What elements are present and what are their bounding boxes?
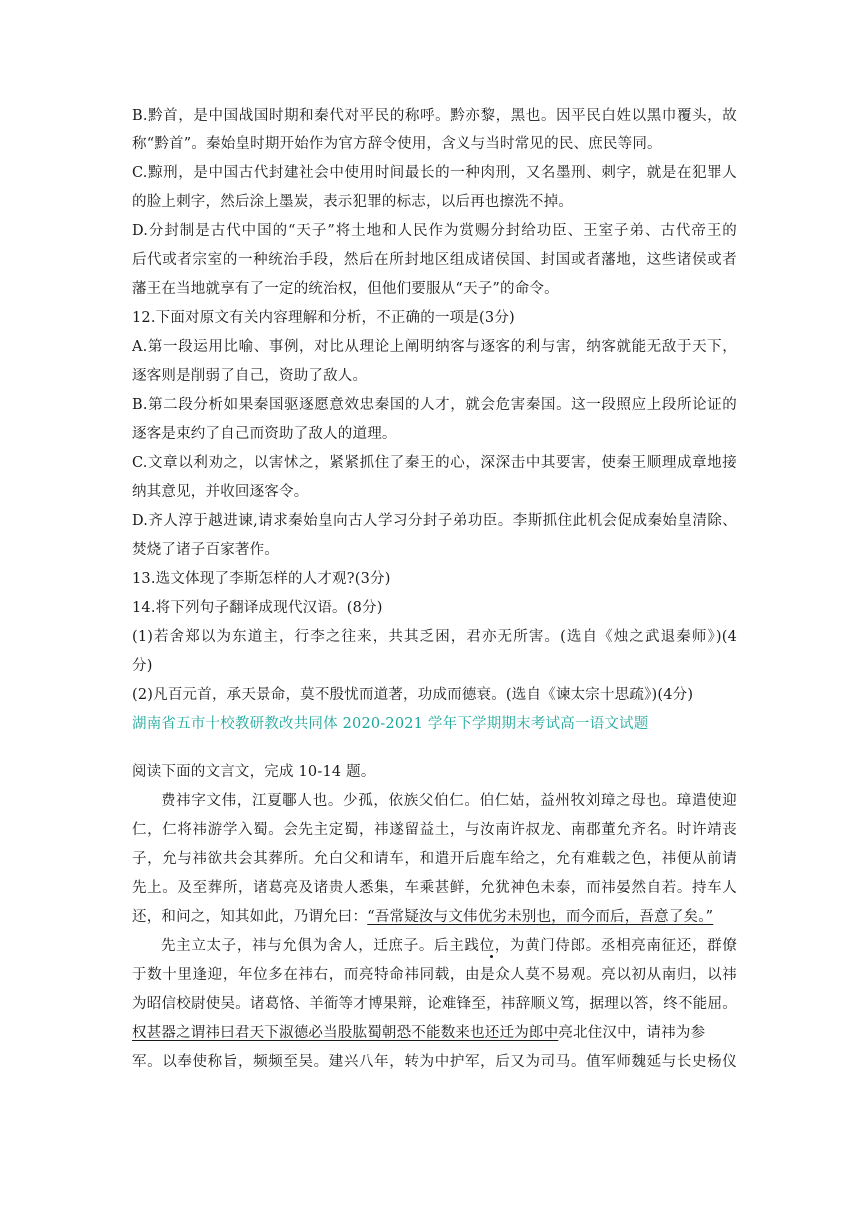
q12-option-b-line-1: B.第二段分析如果秦国驱逐愿意效忠秦国的人才，就会危害秦国。这一段照应上段所论证的: [132, 397, 737, 413]
question-14-stem: 14.将下列句子翻译成现代汉语。(8分): [132, 600, 383, 616]
passage-sentence-break-underlined: 权甚器之谓祎曰君天下淑德必当股肱蜀朝恐不能数来也还迁为郎中: [132, 1025, 559, 1041]
q12-option-b-line-2: 逐客是束约了自己而资助了敌人的道理。: [132, 426, 397, 442]
passage-p1-line-5-lead: 还，和问之，知其如此，乃谓允曰：: [132, 909, 368, 925]
q12-option-c-line-2: 纳其意见，并收回逐客令。: [132, 484, 309, 500]
passage-p1-line-3: 子，允与祎欲共会其葬所。允白父和请车，和遣开后鹿车给之，允有难载之色，祎便从前请: [132, 851, 737, 867]
question-12-stem: 12.下面对原文有关内容理解和分析，不正确的一项是(3分): [132, 310, 515, 326]
passage-p2-line-2: 于数十里逢迎，年位多在祎右，而亮特命祎同载，由是众人莫不易观。亮以初从南归，以祎: [132, 967, 737, 983]
option-b-line-1: B.黔首，是中国战国时期和秦代对平民的称呼。黔亦黎，黑也。因平民白姓以黑巾覆头，故: [132, 108, 737, 124]
q14-sentence-2: (2)凡百元首，承天景命，莫不殷忧而道著，功成而德衰。(选自《谏太宗十思疏》)(4分): [132, 687, 694, 703]
question-13: 13.选文体现了李斯怎样的人才观?(3分): [132, 571, 391, 587]
q12-option-a-line-2: 逐客则是削弱了自己，资助了敌人。: [132, 368, 368, 384]
passage-p2-line-1: 先主立太子，祎与允俱为舍人，迁庶子。后主践位，为黄门侍郎。丞相亮南征还，群僚: [161, 938, 737, 954]
passage-p1-line-5: [132, 907, 737, 927]
q14-sentence-1-line-2: 分): [132, 658, 153, 674]
q12-option-d-line-2: 焚烧了诸子百家著作。: [132, 542, 279, 558]
option-b-line-2: 称“黔首”。秦始皇时期开始作为官方辞令使用，含义与当时常见的民、庶民等同。: [132, 136, 662, 152]
q14-sentence-1-line-1: (1)若舍郑以为东道主，行李之往来，共其乏困，君亦无所害。(选自《烛之武退秦师》)(4: [132, 629, 737, 645]
q12-option-c-line-1: C.文章以利劝之，以害怵之，紧紧抓住了秦王的心，深深击中其要害，使秦王顺理成章地接: [132, 455, 737, 471]
section-heading: 湖南省五市十校教研教改共同体 2020-2021 学年下学期期末考试高一语文试题: [132, 716, 649, 732]
passage-p1-line-1: 费祎字文伟，江夏鄳人也。少孤，依族父伯仁。伯仁姑，益州牧刘璋之母也。璋遣使迎: [161, 793, 737, 809]
option-d-line-2: 后代或者宗室的一种统治手段，然后在所封地区组成诸侯国、封国或者藩地，这些诸侯或者: [132, 252, 737, 268]
option-c-line-1: C.黥刑，是中国古代封建社会中使用时间最长的一种肉刑，又名墨刑、刺字，就是在犯罪人: [132, 165, 737, 181]
passage-quote-underlined: “吾常疑汝与文伟优劣未别也，而今而后，吾意了矣。”: [367, 909, 714, 925]
passage-p2-line-5: 军。以奉使称旨，频频至吴。建兴八年，转为中护军，后又为司马。值军师魏延与长史杨仪: [132, 1054, 737, 1070]
passage-p1-line-2: 仁，仁将祎游学入蜀。会先主定蜀，祎遂留益土，与汝南许叔龙、南郡董允齐名。时许靖丧: [132, 822, 737, 838]
passage-p2-line-4-rest: 亮北住汉中，请祎为参: [558, 1025, 706, 1041]
emphasis-dot: [490, 955, 493, 958]
option-c-line-2: 的脸上刺字，然后涂上墨炭，表示犯罪的标志，以后再也擦洗不掉。: [132, 194, 573, 210]
q12-option-a-line-1: A.第一段运用比喻、事例，对比从理论上阐明纳客与逐客的利与害，纳客就能无敌于天下，: [132, 339, 737, 355]
q12-option-d-line-1: D.齐人淳于越进谏,请求秦始皇向古人学习分封子弟功臣。李斯抓住此机会促成秦始皇清除、: [132, 513, 737, 529]
passage-p1-line-4: 先上。及至葬所，诸葛亮及诸贵人悉集，车乘甚鲜，允犹神色未泰，而祎晏然自若。持车人: [132, 880, 737, 896]
passage-p2-line-3: 为昭信校尉使吴。诸葛恪、羊衜等才博果辩，论难锋至，祎辞顺义笃，据理以答，终不能屈。: [132, 996, 737, 1012]
reading-instruction: 阅读下面的文言文，完成 10-14 题。: [132, 764, 376, 780]
option-d-line-1: D.分封制是古代中国的“天子”将土地和人民作为赏赐分封给功臣、王室子弟、古代帝王的: [132, 223, 737, 239]
option-d-line-3: 藩王在当地就享有了一定的统治权，但他们要服从“天子”的命令。: [132, 281, 559, 297]
passage-p2-line-4: [132, 1023, 737, 1043]
